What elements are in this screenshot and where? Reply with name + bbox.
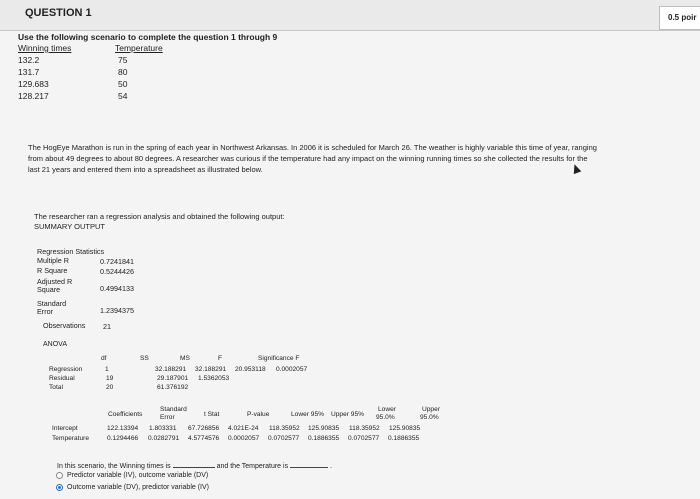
coef-header: Error <box>160 414 175 421</box>
temp-cell: 75 <box>118 55 128 65</box>
anova-sig-f-header: Significance F <box>258 355 300 362</box>
coef-cell: 122.13394 <box>107 425 139 432</box>
regression-statistics-title: Regression Statistics <box>37 247 105 256</box>
data-row <box>18 67 158 78</box>
anova-ss-header: SS <box>140 355 149 362</box>
coef-cell: 0.1886355 <box>308 435 340 442</box>
answer-option-label: Predictor variable (IV), outcome variable (DV) <box>67 472 209 479</box>
anova-title: ANOVA <box>43 341 67 348</box>
coef-header: t Stat <box>204 411 220 418</box>
time-cell: 131.7 <box>18 67 40 77</box>
anova-row-label: Residual <box>49 375 75 382</box>
anova-df-header: df <box>101 355 107 362</box>
fill-in-question <box>57 459 332 470</box>
observations-value: 21 <box>103 322 111 331</box>
data-row <box>18 91 158 102</box>
temperature-header: Temperature <box>115 43 163 53</box>
coef-header: Coefficients <box>108 411 143 418</box>
question-text-part1: In this scenario, the Winning times is <box>57 463 171 470</box>
coef-cell: 118.35952 <box>349 425 380 432</box>
blank-winning-times <box>173 459 215 468</box>
coef-header: Lower 95% <box>291 411 324 418</box>
instructions: Use the following scenario to complete the question 1 through 9 <box>18 32 278 42</box>
coef-header: P-value <box>247 411 270 418</box>
anova-cell: 1 <box>105 366 109 373</box>
temp-cell: 80 <box>118 67 128 77</box>
anova-cell: 32.188291 <box>155 366 187 373</box>
coef-row-label: Intercept <box>52 425 78 432</box>
coef-header: Lower <box>378 406 396 413</box>
answer-option-2[interactable] <box>56 482 209 493</box>
anova-f-header: F <box>218 355 223 362</box>
anova-cell: 61.376192 <box>157 384 189 391</box>
r-square-label: R Square <box>37 266 68 275</box>
regression-intro: The researcher ran a regression analysis and obtained the following output: <box>34 212 285 221</box>
coef-cell: 0.0282791 <box>148 435 180 442</box>
radio-option-1[interactable] <box>56 472 63 479</box>
anova-cell: 19 <box>106 375 114 382</box>
r-square-value: 0.5244426 <box>100 267 134 276</box>
winning-times-header: Winning times <box>18 43 72 53</box>
coef-cell: 0.1886355 <box>388 435 420 442</box>
coef-cell: 0.0702577 <box>348 435 380 442</box>
anova-ms-header: MS <box>180 355 190 362</box>
answer-option-1[interactable] <box>56 470 208 481</box>
coef-header: 95.0% <box>376 414 395 421</box>
temp-cell: 50 <box>118 79 128 89</box>
std-error-value: 1.2394375 <box>100 306 134 315</box>
data-row <box>18 79 158 90</box>
adj-r-square-label: Adjusted R Square <box>37 277 73 294</box>
anova-cell: 0.0002057 <box>276 366 308 373</box>
multiple-r-value: 0.7241841 <box>100 257 134 266</box>
coef-cell: 1.803331 <box>149 425 177 432</box>
coef-header: 95.0% <box>420 414 439 421</box>
data-row <box>18 55 158 66</box>
question-header <box>0 0 700 31</box>
answer-option-label: Outcome variable (DV), predictor variable (IV) <box>67 484 209 491</box>
coef-cell: 118.35952 <box>269 425 300 432</box>
coef-row-label: Temperature <box>52 435 90 442</box>
anova-cell: 1.5362053 <box>198 375 230 382</box>
coef-header: Upper <box>422 406 440 413</box>
coef-cell: 67.726856 <box>188 425 220 432</box>
coef-cell: 125.90835 <box>308 425 340 432</box>
coef-header: Upper 95% <box>331 411 364 418</box>
adj-r-square-value: 0.4994133 <box>100 284 134 293</box>
question-text-part3: . <box>330 463 333 470</box>
time-cell: 128.217 <box>18 91 49 101</box>
blank-temperature <box>290 459 328 468</box>
coef-cell: 4.021E-24 <box>228 425 259 432</box>
time-cell: 129.683 <box>18 79 49 89</box>
coef-header: Standard <box>160 406 187 413</box>
points-badge: 0.5 poir <box>659 6 700 30</box>
anova-row-label: Total <box>49 384 63 391</box>
coef-cell: 125.90835 <box>389 425 421 432</box>
anova-row-label: Regression <box>49 366 83 373</box>
coef-cell: 0.0002057 <box>228 435 260 442</box>
radio-option-2[interactable] <box>56 484 63 491</box>
question-label: QUESTION 1 <box>25 7 92 19</box>
anova-cell: 29.187901 <box>157 375 189 382</box>
time-cell: 132.2 <box>18 55 40 65</box>
temp-cell: 54 <box>118 91 128 101</box>
std-error-label: Standard Error <box>37 299 67 316</box>
observations-label: Observations <box>43 321 86 330</box>
anova-cell: 20 <box>106 384 114 391</box>
scenario-text: The HogEye Marathon is run in the spring of each year in Northwest Arkansas. In 2006 it is scheduled for March 26. The weather is highly variable this time of year, ranging from about 49 degrees to about 80 degrees. A researcher was curious if the temperature had any impact on the winning running times so she collected the results for the last 21 years and entered them into a spreadsheet as illustrated below. <box>28 143 597 174</box>
anova-cell: 32.188291 <box>195 366 227 373</box>
multiple-r-label: Multiple R <box>37 256 69 265</box>
anova-cell: 20.953118 <box>235 366 266 373</box>
coef-cell: 0.1294466 <box>107 435 139 442</box>
question-text-part2: and the Temperature is <box>216 463 289 470</box>
coef-cell: 0.0702577 <box>268 435 300 442</box>
coef-cell: 4.5774576 <box>188 435 220 442</box>
summary-output-title: SUMMARY OUTPUT <box>34 222 105 231</box>
